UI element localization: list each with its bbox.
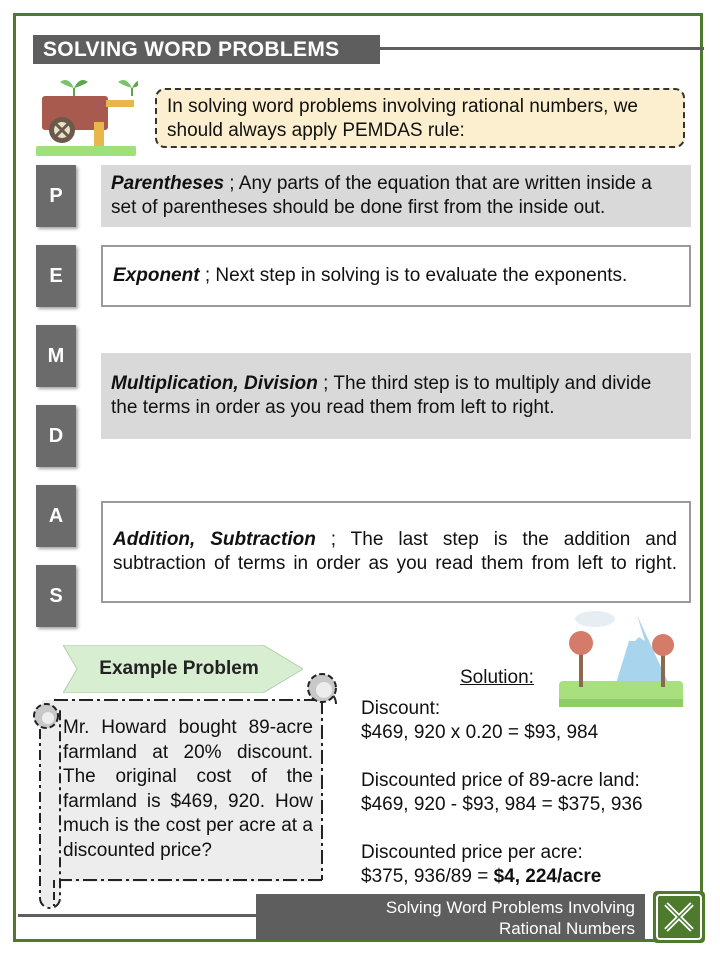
solution-per-acre-calc: $375, 936/89 =: [361, 866, 494, 887]
step-exponent: [101, 245, 691, 307]
step-desc: ; Any parts of the equation that are written inside a set of parentheses should be done first from the inside out.: [111, 173, 652, 218]
footer-title: [256, 894, 645, 940]
solution-price-label: Discounted price of 89-acre land:: [361, 770, 640, 791]
letter-m: M: [36, 325, 76, 387]
step-parentheses: [101, 165, 691, 227]
page-title: SOLVING WORD PROBLEMS: [33, 35, 380, 64]
step-desc: ; Next step in solving is to evaluate the exponents.: [199, 265, 628, 286]
solution-title: Solution:: [460, 667, 534, 688]
letter-d: D: [36, 405, 76, 467]
solution-answer: $4, 224/acre: [493, 866, 602, 887]
example-problem-text: Mr. Howard bought 89-acre farmland at 20% discount. The original cost of the farmland is $469, 920. How much is the cost per acre at a discounted price?: [63, 717, 313, 861]
solution-per-acre-label: Discounted price per acre:: [361, 842, 583, 863]
letter-s: S: [36, 565, 76, 627]
title-rule: [380, 47, 704, 50]
step-addition-subtraction: [101, 501, 691, 603]
step-desc: ; The last step is the addition and subtraction of terms in order as you read them from left to right.: [113, 529, 677, 574]
solution-discount-calc: $469, 920 x 0.20 = $93, 984: [361, 722, 599, 743]
letter-e: E: [36, 245, 76, 307]
step-desc: ; The third step is to multiply and divide the terms in order as you read them from left to right.: [111, 373, 652, 418]
letter-p: P: [36, 165, 76, 227]
solution-price-calc: $469, 920 - $93, 984 = $375, 936: [361, 794, 643, 815]
example-label: Example Problem: [99, 658, 259, 679]
solution-per-acre-line: [361, 865, 601, 889]
step-term: Multiplication, Division: [111, 373, 318, 394]
step-term: Exponent: [113, 265, 200, 286]
footer-rule: [18, 914, 256, 917]
mountain-landscape-icon: [555, 603, 687, 711]
step-term: Parentheses: [111, 173, 225, 194]
step-term: Addition, Subtraction: [113, 529, 316, 550]
wheelbarrow-icon: [34, 70, 138, 160]
pencil-ruler-logo-icon: [652, 890, 706, 944]
letter-a: A: [36, 485, 76, 547]
step-multiplication-division: [101, 353, 691, 439]
footer-line-1: Solving Word Problems Involving: [385, 898, 635, 917]
solution-discount-label: Discount:: [361, 698, 441, 719]
intro-note: In solving word problems involving rational numbers, we should always apply PEMDAS rule:: [155, 88, 685, 148]
footer-line-2: Rational Numbers: [498, 919, 635, 938]
